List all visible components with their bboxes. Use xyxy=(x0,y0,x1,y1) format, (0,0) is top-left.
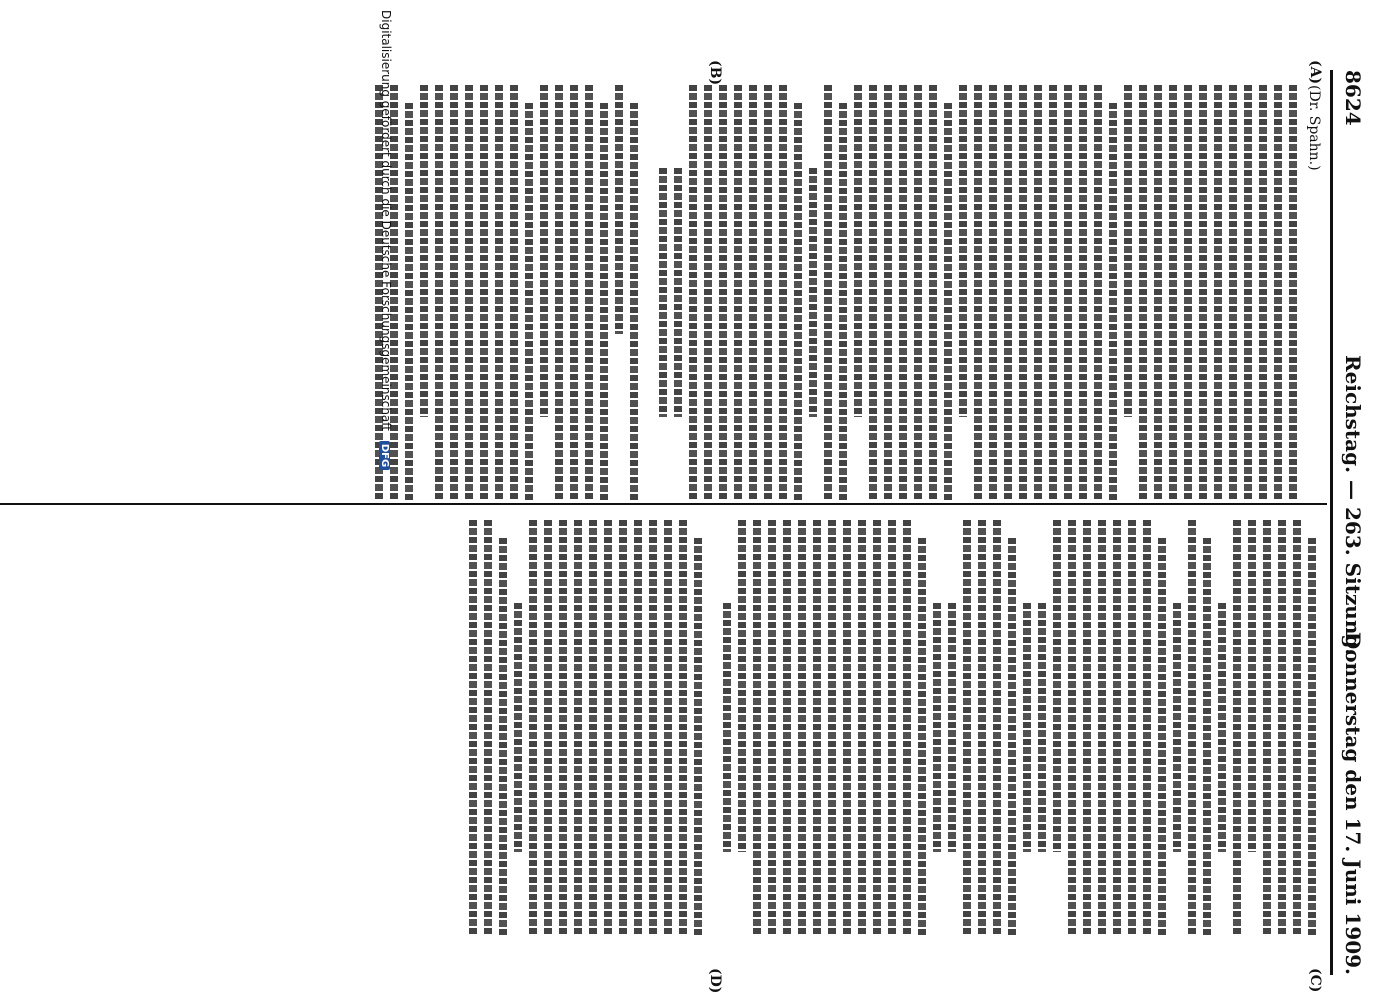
marker-b: (B) xyxy=(707,60,723,86)
footer-text: Digitalisierung gefördert durch die Deutsche Forschungsgemeinschaft xyxy=(379,10,393,432)
text-column-right xyxy=(465,520,1323,935)
session-date: Donnerstag den 17. Juni 1909. xyxy=(1341,631,1365,975)
text-block-right xyxy=(469,520,1316,935)
marker-d: (D) xyxy=(707,968,723,994)
column-separator xyxy=(0,503,1327,505)
text-block-left xyxy=(375,85,1297,500)
text-column-left xyxy=(371,85,1323,500)
header-rule xyxy=(1330,70,1333,975)
marker-a: (A) xyxy=(1307,60,1323,85)
marker-c: (C) xyxy=(1307,968,1323,993)
page-number: 8624 xyxy=(1341,70,1365,126)
dfg-logo: DFG xyxy=(379,441,390,470)
speaker-label: (Dr. Spahn.) xyxy=(1306,85,1322,171)
page-header xyxy=(1329,70,1373,975)
digitization-footer xyxy=(379,10,393,470)
page-title: Reichstag. — 263. Sitzung. xyxy=(1341,355,1365,656)
